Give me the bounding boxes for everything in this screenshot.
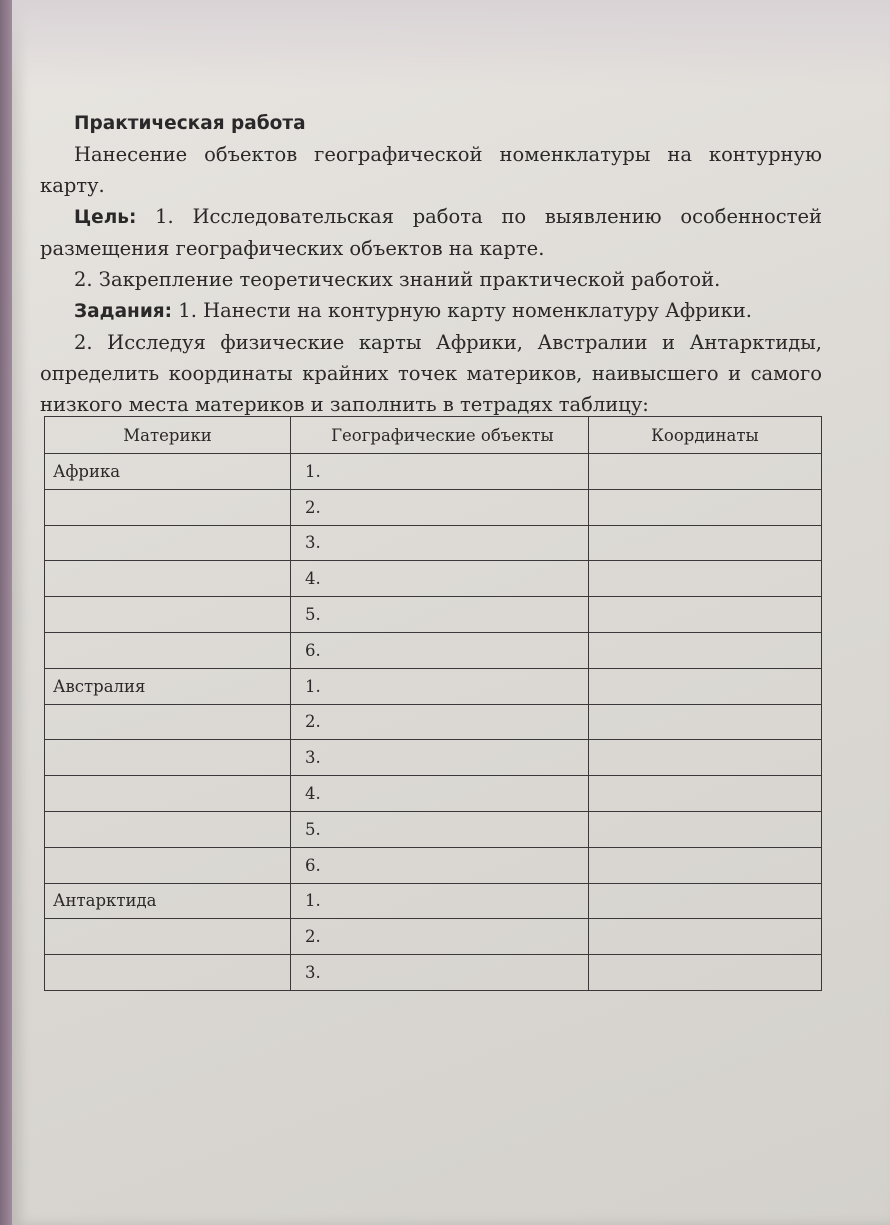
continent-cell	[45, 776, 291, 812]
coordinates-cell	[588, 561, 821, 597]
object-cell: 3.	[291, 525, 589, 561]
coordinates-cell	[588, 454, 821, 490]
book-page	[12, 0, 890, 1225]
goal-item-1: 1. Исследовательская работа по выявлению особенностей размещения географических объектов на карте.	[40, 205, 822, 260]
object-cell: 6.	[291, 632, 589, 668]
object-cell: 2.	[291, 489, 589, 525]
continent-cell: Африка	[45, 454, 291, 490]
page-title: Практическая работа	[74, 113, 306, 134]
object-cell: 1.	[291, 454, 589, 490]
coordinates-cell	[588, 740, 821, 776]
continent-cell	[45, 847, 291, 883]
continent-cell: Австралия	[45, 668, 291, 704]
coordinates-cell	[588, 919, 821, 955]
table-row	[45, 632, 822, 668]
coordinates-cell	[588, 883, 821, 919]
table-row	[45, 704, 822, 740]
object-cell: 4.	[291, 561, 589, 597]
table-row	[45, 847, 822, 883]
object-cell: 4.	[291, 776, 589, 812]
object-cell: 5.	[291, 811, 589, 847]
coordinates-cell	[588, 704, 821, 740]
coordinates-table	[44, 416, 822, 991]
object-cell: 2.	[291, 919, 589, 955]
continent-cell	[45, 597, 291, 633]
coordinates-cell	[588, 632, 821, 668]
coordinates-cell	[588, 811, 821, 847]
object-cell: 3.	[291, 740, 589, 776]
continent-cell	[45, 704, 291, 740]
continent-cell	[45, 561, 291, 597]
table-row	[45, 525, 822, 561]
continent-cell	[45, 489, 291, 525]
header-continents: Материки	[45, 417, 291, 454]
page-shadow	[12, 0, 890, 90]
table-header-row	[45, 417, 822, 454]
continent-cell	[45, 632, 291, 668]
table-row	[45, 955, 822, 991]
coordinates-cell	[588, 955, 821, 991]
page-subtitle: Нанесение объектов географической номенклатуры на контурную карту.	[40, 143, 822, 197]
table-row	[45, 740, 822, 776]
header-coordinates: Координаты	[588, 417, 821, 454]
continent-cell	[45, 919, 291, 955]
table-row	[45, 597, 822, 633]
table-row	[45, 883, 822, 919]
coordinates-cell	[588, 847, 821, 883]
continent-cell: Антарктида	[45, 883, 291, 919]
task-item-2: 2. Исследуя физические карты Африки, Австралии и Антарктиды, определить координаты крайних точек материков, наивысшего и самого низкого места материков и заполнить в тетрадях таблицу:	[40, 331, 822, 416]
task-item-1: 1. Нанести на контурную карту номенклатуру Африки.	[178, 299, 752, 322]
object-cell: 6.	[291, 847, 589, 883]
table-row	[45, 811, 822, 847]
continent-cell	[45, 811, 291, 847]
object-cell: 3.	[291, 955, 589, 991]
coordinates-cell	[588, 668, 821, 704]
continent-cell	[45, 955, 291, 991]
coordinates-cell	[588, 525, 821, 561]
table-row	[45, 668, 822, 704]
table-row	[45, 561, 822, 597]
tasks-label: Задания:	[74, 301, 173, 322]
continent-cell	[45, 525, 291, 561]
coordinates-cell	[588, 489, 821, 525]
continent-cell	[45, 740, 291, 776]
tasks-paragraph	[40, 295, 822, 327]
object-cell: 1.	[291, 883, 589, 919]
object-cell: 1.	[291, 668, 589, 704]
assignment-text	[40, 108, 822, 420]
header-objects: Географические объекты	[291, 417, 589, 454]
coordinates-cell	[588, 776, 821, 812]
object-cell: 2.	[291, 704, 589, 740]
goal-paragraph	[40, 201, 822, 264]
table-row	[45, 489, 822, 525]
goal-label: Цель:	[74, 207, 137, 228]
table-row	[45, 919, 822, 955]
object-cell: 5.	[291, 597, 589, 633]
goal-item-2: 2. Закрепление теоретических знаний практической работой.	[74, 268, 721, 291]
table-body	[45, 454, 822, 991]
table-row	[45, 454, 822, 490]
table-row	[45, 776, 822, 812]
coordinates-cell	[588, 597, 821, 633]
